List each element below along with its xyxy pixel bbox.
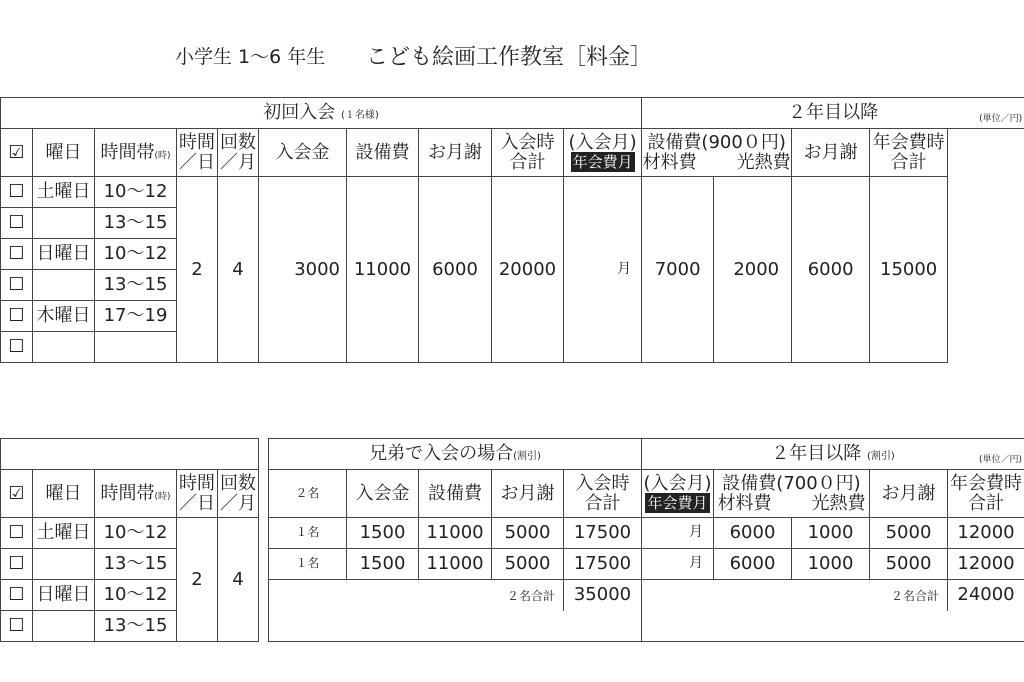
- person-cell: １名: [269, 549, 347, 580]
- y2-monthly-value: 5000: [870, 518, 948, 549]
- time-cell: 17〜19: [95, 301, 177, 332]
- sum-label: ２名合計: [269, 580, 564, 611]
- join-month-value: 月: [642, 549, 714, 580]
- time-band-header: 時間帯(時): [95, 470, 177, 518]
- y2-monthly-header: お月謝: [792, 129, 870, 177]
- join-month-value: 月: [642, 518, 714, 549]
- y2-material-value: 6000: [714, 518, 792, 549]
- entry-total-value: 17500: [564, 518, 642, 549]
- y2-material-value: 7000: [642, 177, 714, 363]
- sibling-second-year-header: ２年目以降 (割引) (単位／円): [642, 439, 1024, 470]
- join-month-header: (入会月) 年会費月: [564, 129, 642, 177]
- times-value: 4: [218, 177, 259, 363]
- day-cell: 土曜日: [33, 177, 95, 208]
- day-cell: 日曜日: [33, 239, 95, 270]
- row-checkbox[interactable]: ☐: [1, 332, 33, 363]
- time-cell: 13〜15: [95, 549, 177, 580]
- day-cell: [33, 270, 95, 301]
- row-checkbox[interactable]: ☐: [1, 518, 33, 549]
- y2-utility-value: 1000: [792, 549, 870, 580]
- y2-monthly-value: 6000: [792, 177, 870, 363]
- facility-fee-value: 11000: [419, 518, 492, 549]
- second-year-header: ２年目以降 (単位／円): [642, 98, 1024, 129]
- row-checkbox[interactable]: ☐: [1, 270, 33, 301]
- monthly-fee-header: お月謝: [419, 129, 492, 177]
- facility-fee-header: 設備費: [347, 129, 419, 177]
- facility-fee-value: 11000: [419, 549, 492, 580]
- entry-total-header: 入会時 合計: [564, 470, 642, 518]
- day-header: 曜日: [33, 470, 95, 518]
- day-header: 曜日: [33, 129, 95, 177]
- y2-material-value: 6000: [714, 549, 792, 580]
- facility-breakdown-header: 設備費(900０円) 材料費 光熱費: [642, 129, 792, 177]
- entry-fee-value: 1500: [347, 518, 419, 549]
- entry-total-value: 20000: [492, 177, 564, 363]
- page-title: こども絵画工作教室［料金］: [366, 45, 653, 70]
- row-checkbox[interactable]: ☐: [1, 177, 33, 208]
- check-header: ☑: [1, 470, 33, 518]
- join-month-header: (入会月) 年会費月: [642, 470, 714, 518]
- hours-header: 時間 ／日: [177, 129, 218, 177]
- monthly-fee-header: お月謝: [492, 470, 564, 518]
- times-header: 回数 ／月: [218, 129, 259, 177]
- sum-blank: [269, 611, 642, 642]
- y2-sum-blank: [642, 611, 1024, 642]
- join-month-value: 月: [564, 177, 642, 363]
- hours-header: 時間 ／日: [177, 470, 218, 518]
- times-value: 4: [218, 518, 259, 642]
- day-cell: [33, 549, 95, 580]
- entry-fee-header: 入会金: [347, 470, 419, 518]
- y2-total-value: 15000: [870, 177, 948, 363]
- table-row: [269, 549, 1024, 580]
- monthly-fee-value: 6000: [419, 177, 492, 363]
- day-cell: 日曜日: [33, 580, 95, 611]
- monthly-fee-value: 5000: [492, 518, 564, 549]
- annual-total-header: 年会費時 合計: [870, 129, 948, 177]
- times-header: 回数 ／月: [218, 470, 259, 518]
- annual-total-header: 年会費時 合計: [948, 470, 1024, 518]
- entry-fee-header: 入会金: [259, 129, 347, 177]
- fee-table-sibling: [268, 438, 1024, 642]
- row-checkbox[interactable]: ☐: [1, 580, 33, 611]
- monthly-fee-value: 5000: [492, 549, 564, 580]
- row-checkbox[interactable]: ☐: [1, 208, 33, 239]
- time-band-header: 時間帯(時): [95, 129, 177, 177]
- person-cell: １名: [269, 518, 347, 549]
- y2-utility-value: 2000: [714, 177, 792, 363]
- y2-monthly-value: 5000: [870, 549, 948, 580]
- entry-fee-value: 1500: [347, 549, 419, 580]
- day-cell: [33, 611, 95, 642]
- persons-header: ２名: [269, 470, 347, 518]
- y2-monthly-header: お月謝: [870, 470, 948, 518]
- y2-total-value: 12000: [948, 518, 1024, 549]
- table-row: [269, 518, 1024, 549]
- entry-total-value: 17500: [564, 549, 642, 580]
- entry-total-header: 入会時 合計: [492, 129, 564, 177]
- sibling-section-header: 兄弟で入会の場合(割引): [269, 439, 642, 470]
- day-cell: [33, 208, 95, 239]
- sum-row: [269, 580, 1024, 611]
- row-checkbox[interactable]: ☐: [1, 549, 33, 580]
- facility-fee-value: 11000: [347, 177, 419, 363]
- y2-total-value: 12000: [948, 549, 1024, 580]
- row-checkbox[interactable]: ☐: [1, 611, 33, 642]
- row-checkbox[interactable]: ☐: [1, 239, 33, 270]
- time-cell: [95, 332, 177, 363]
- time-cell: 13〜15: [95, 270, 177, 301]
- schedule-blank-header: [1, 439, 259, 470]
- hours-value: 2: [177, 518, 218, 642]
- schedule-table-sibling: [0, 438, 259, 642]
- day-cell: 木曜日: [33, 301, 95, 332]
- day-cell: 土曜日: [33, 518, 95, 549]
- time-cell: 10〜12: [95, 239, 177, 270]
- time-cell: 13〜15: [95, 611, 177, 642]
- time-cell: 10〜12: [95, 580, 177, 611]
- facility-fee-header: 設備費: [419, 470, 492, 518]
- day-cell: [33, 332, 95, 363]
- audience-label: 小学生 1〜6 年生: [175, 46, 326, 68]
- row-checkbox[interactable]: ☐: [1, 301, 33, 332]
- hours-value: 2: [177, 177, 218, 363]
- time-cell: 10〜12: [95, 518, 177, 549]
- check-header: ☑: [1, 129, 33, 177]
- time-cell: 13〜15: [95, 208, 177, 239]
- sum-total: 35000: [564, 580, 642, 611]
- facility-breakdown-header: 設備費(700０円) 材料費 光熱費: [714, 470, 870, 518]
- first-section-header: 初回入会 (１名様): [1, 98, 642, 129]
- y2-sum-total: 24000: [948, 580, 1024, 611]
- time-cell: 10〜12: [95, 177, 177, 208]
- y2-utility-value: 1000: [792, 518, 870, 549]
- entry-fee-value: 3000: [259, 177, 347, 363]
- y2-sum-label: ２名合計: [642, 580, 948, 611]
- fee-table-first: [0, 97, 1024, 363]
